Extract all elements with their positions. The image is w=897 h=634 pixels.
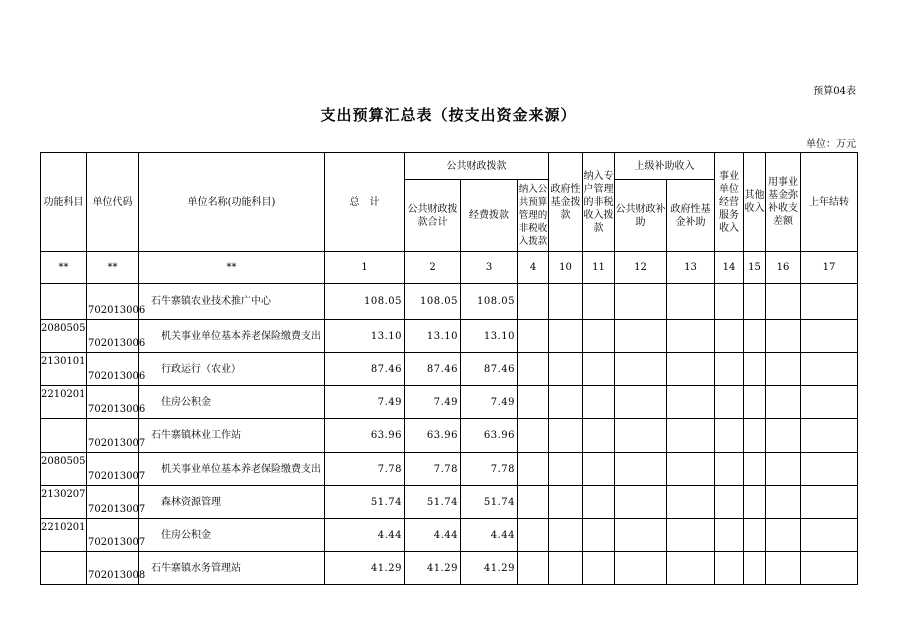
empty-cell: [549, 519, 583, 552]
page-title: 支出预算汇总表（按支出资金来源）: [320, 106, 577, 124]
empty-cell: [766, 386, 801, 419]
empty-cell: [744, 320, 766, 353]
empty-cell: [615, 419, 667, 453]
empty-cell: [744, 386, 766, 419]
empty-cell: [766, 486, 801, 519]
unit-name-cell: 石牛寨镇林业工作站: [139, 419, 325, 453]
empty-cell: [715, 320, 744, 353]
empty-cell: [766, 284, 801, 320]
empty-cell: [667, 486, 715, 519]
empty-cell: [583, 519, 615, 552]
col-other-income-header: 其他收入: [744, 153, 766, 252]
table-row: [41, 519, 858, 552]
col-code-header: 单位代码: [87, 153, 139, 252]
pf-fund-cell: 7.78: [461, 453, 518, 486]
unit-name-cell: 住房公积金: [139, 519, 325, 552]
table-row: [41, 353, 858, 386]
empty-cell: [766, 320, 801, 353]
empty-cell: [615, 353, 667, 386]
empty-cell: [615, 519, 667, 552]
index-cell: **: [139, 252, 325, 284]
unit-code-cell: 702013007: [87, 486, 139, 519]
index-cell: 11: [583, 252, 615, 284]
empty-cell: [801, 419, 858, 453]
func-code-cell: 2210201: [41, 519, 87, 552]
func-code-cell: 2130101: [41, 353, 87, 386]
pf-fund-cell: 7.49: [461, 386, 518, 419]
empty-cell: [549, 386, 583, 419]
empty-cell: [715, 552, 744, 585]
empty-cell: [549, 419, 583, 453]
index-cell: 14: [715, 252, 744, 284]
empty-cell: [801, 519, 858, 552]
empty-cell: [801, 320, 858, 353]
unit-name-cell: 机关事业单位基本养老保险缴费支出: [139, 453, 325, 486]
total-cell: 13.10: [325, 320, 405, 353]
index-cell: 17: [801, 252, 858, 284]
empty-cell: [667, 386, 715, 419]
col-upper-subsidy-header: 上级补助收入: [615, 153, 715, 180]
empty-cell: [549, 284, 583, 320]
empty-cell: [518, 486, 549, 519]
empty-cell: [801, 386, 858, 419]
empty-cell: [583, 320, 615, 353]
total-cell: 51.74: [325, 486, 405, 519]
empty-cell: [518, 284, 549, 320]
empty-cell: [744, 486, 766, 519]
empty-cell: [744, 284, 766, 320]
empty-cell: [766, 419, 801, 453]
empty-cell: [549, 486, 583, 519]
total-cell: 7.49: [325, 386, 405, 419]
empty-cell: [518, 353, 549, 386]
unit-code-cell: 702013008: [87, 552, 139, 585]
empty-cell: [801, 353, 858, 386]
index-cell: 2: [405, 252, 461, 284]
pf-sum-cell: 63.96: [405, 419, 461, 453]
index-row: [41, 252, 858, 284]
col-special-nontax-header: 纳入专户管理的非税收入拨款: [583, 153, 615, 252]
empty-cell: [715, 353, 744, 386]
total-cell: 63.96: [325, 419, 405, 453]
pf-sum-cell: 51.74: [405, 486, 461, 519]
empty-cell: [667, 552, 715, 585]
func-code-cell: [41, 284, 87, 320]
empty-cell: [766, 519, 801, 552]
total-cell: 87.46: [325, 353, 405, 386]
unit-name-cell: 石牛寨镇农业技术推广中心: [139, 284, 325, 320]
unit-code-cell: 702013007: [87, 519, 139, 552]
empty-cell: [766, 353, 801, 386]
pf-sum-cell: 4.44: [405, 519, 461, 552]
empty-cell: [744, 353, 766, 386]
empty-cell: [549, 453, 583, 486]
empty-cell: [615, 386, 667, 419]
empty-cell: [667, 453, 715, 486]
unit-code-cell: 702013006: [87, 320, 139, 353]
empty-cell: [667, 353, 715, 386]
empty-cell: [667, 519, 715, 552]
col-carryover-header: 上年结转: [801, 153, 858, 252]
form-number: 预算04表: [813, 86, 856, 97]
col-name-header: 单位名称(功能科目): [139, 153, 325, 252]
total-cell: 41.29: [325, 552, 405, 585]
table-row: [41, 386, 858, 419]
table-row: [41, 419, 858, 453]
table-body: [41, 284, 858, 585]
pf-fund-cell: 51.74: [461, 486, 518, 519]
col-pf-sum-header: 公共财政拨款合计: [405, 180, 461, 252]
index-cell: 10: [549, 252, 583, 284]
pf-sum-cell: 87.46: [405, 353, 461, 386]
empty-cell: [583, 419, 615, 453]
empty-cell: [615, 320, 667, 353]
index-cell: 3: [461, 252, 518, 284]
empty-cell: [518, 320, 549, 353]
empty-cell: [518, 419, 549, 453]
col-func-header: 功能科目: [41, 153, 87, 252]
empty-cell: [583, 552, 615, 585]
func-code-cell: 2210201: [41, 386, 87, 419]
header-row-1: [41, 153, 858, 180]
unit-name-cell: 石牛寨镇水务管理站: [139, 552, 325, 585]
empty-cell: [744, 453, 766, 486]
empty-cell: [583, 486, 615, 519]
empty-cell: [744, 419, 766, 453]
empty-cell: [583, 453, 615, 486]
empty-cell: [549, 353, 583, 386]
index-cell: **: [41, 252, 87, 284]
empty-cell: [518, 386, 549, 419]
func-code-cell: 2130207: [41, 486, 87, 519]
empty-cell: [518, 453, 549, 486]
col-total-header: 总 计: [325, 153, 405, 252]
index-cell: **: [87, 252, 139, 284]
col-upper-gov-header: 政府性基金补助: [667, 180, 715, 252]
empty-cell: [766, 453, 801, 486]
index-cell: 13: [667, 252, 715, 284]
unit-name-cell: 住房公积金: [139, 386, 325, 419]
pf-sum-cell: 41.29: [405, 552, 461, 585]
empty-cell: [667, 419, 715, 453]
empty-cell: [549, 552, 583, 585]
unit-code-cell: 702013006: [87, 353, 139, 386]
empty-cell: [583, 353, 615, 386]
pf-fund-cell: 4.44: [461, 519, 518, 552]
empty-cell: [801, 284, 858, 320]
col-public-finance-header: 公共财政拨款: [405, 153, 549, 180]
unit-name-cell: 森林资源管理: [139, 486, 325, 519]
total-cell: 4.44: [325, 519, 405, 552]
empty-cell: [518, 552, 549, 585]
pf-sum-cell: 7.78: [405, 453, 461, 486]
empty-cell: [615, 284, 667, 320]
unit-name-cell: 行政运行（农业）: [139, 353, 325, 386]
empty-cell: [549, 320, 583, 353]
empty-cell: [801, 453, 858, 486]
pf-fund-cell: 87.46: [461, 353, 518, 386]
index-cell: 4: [518, 252, 549, 284]
pf-sum-cell: 7.49: [405, 386, 461, 419]
pf-sum-cell: 108.05: [405, 284, 461, 320]
index-cell: 16: [766, 252, 801, 284]
empty-cell: [715, 419, 744, 453]
empty-cell: [744, 519, 766, 552]
empty-cell: [615, 486, 667, 519]
empty-cell: [715, 284, 744, 320]
empty-cell: [615, 552, 667, 585]
col-gov-fund-header: 政府性基金拨款: [549, 153, 583, 252]
unit-name-cell: 机关事业单位基本养老保险缴费支出: [139, 320, 325, 353]
empty-cell: [766, 552, 801, 585]
empty-cell: [615, 453, 667, 486]
pf-fund-cell: 63.96: [461, 419, 518, 453]
table-row: [41, 486, 858, 519]
index-cell: 1: [325, 252, 405, 284]
empty-cell: [715, 486, 744, 519]
table-row: [41, 552, 858, 585]
empty-cell: [801, 552, 858, 585]
index-cell: 12: [615, 252, 667, 284]
col-fund-deficit-header: 用事业基金弥补收支差额: [766, 153, 801, 252]
budget-table: [40, 152, 858, 585]
func-code-cell: [41, 419, 87, 453]
total-cell: 7.78: [325, 453, 405, 486]
pf-fund-cell: 13.10: [461, 320, 518, 353]
col-pf-fund-header: 经费拨款: [461, 180, 518, 252]
unit-label: 单位：万元: [806, 139, 856, 150]
col-biz-income-header: 事业单位经营服务收入: [715, 153, 744, 252]
empty-cell: [801, 486, 858, 519]
empty-cell: [667, 320, 715, 353]
func-code-cell: 2080505: [41, 453, 87, 486]
func-code-cell: 2080505: [41, 320, 87, 353]
table-row: [41, 453, 858, 486]
empty-cell: [518, 519, 549, 552]
pf-sum-cell: 13.10: [405, 320, 461, 353]
index-cell: 15: [744, 252, 766, 284]
unit-code-cell: 702013007: [87, 453, 139, 486]
total-cell: 108.05: [325, 284, 405, 320]
empty-cell: [583, 386, 615, 419]
empty-cell: [583, 284, 615, 320]
empty-cell: [715, 519, 744, 552]
empty-cell: [744, 552, 766, 585]
func-code-cell: [41, 552, 87, 585]
empty-cell: [715, 453, 744, 486]
table-row: [41, 284, 858, 320]
empty-cell: [715, 386, 744, 419]
unit-code-cell: 702013007: [87, 419, 139, 453]
pf-fund-cell: 41.29: [461, 552, 518, 585]
pf-fund-cell: 108.05: [461, 284, 518, 320]
col-upper-public-header: 公共财政补助: [615, 180, 667, 252]
unit-code-cell: 702013006: [87, 386, 139, 419]
unit-code-cell: 702013006: [87, 284, 139, 320]
empty-cell: [667, 284, 715, 320]
col-pf-nontax-header: 纳入公共预算管理的非税收入拨款: [518, 180, 549, 252]
table-row: [41, 320, 858, 353]
